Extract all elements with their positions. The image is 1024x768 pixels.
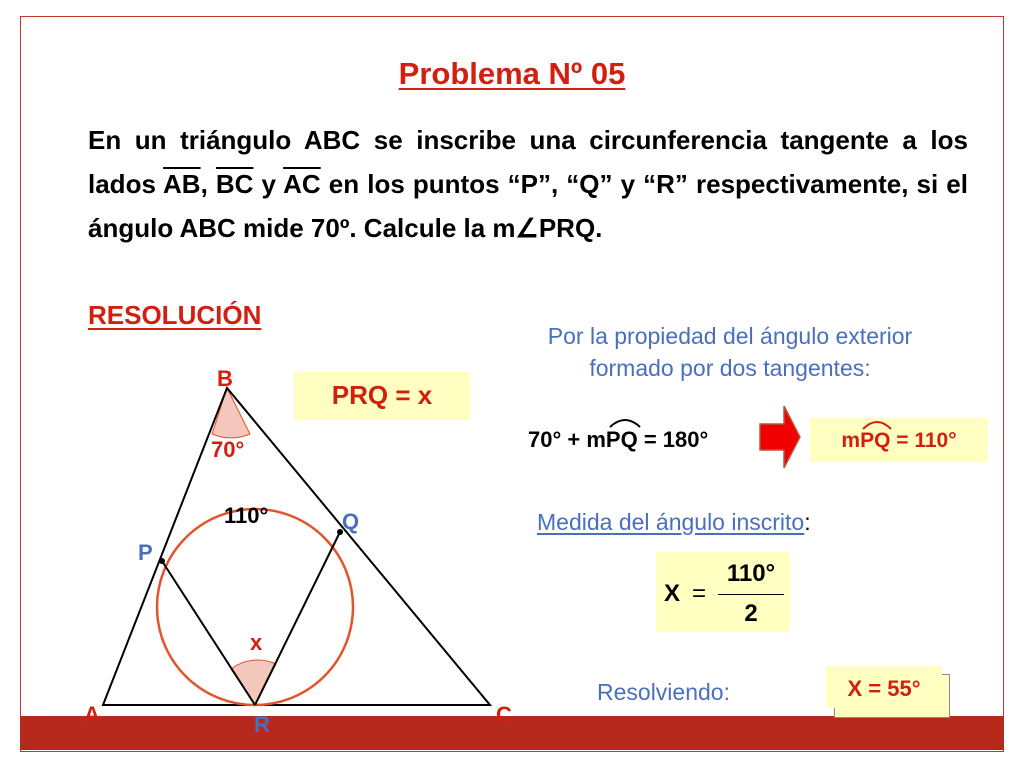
fraction-eq: = bbox=[692, 580, 707, 607]
fraction-box bbox=[656, 552, 790, 632]
prq-text: PRQ = x bbox=[331, 380, 433, 410]
result-box bbox=[810, 418, 988, 462]
fraction-line bbox=[718, 594, 784, 595]
label-a: A bbox=[84, 702, 100, 727]
slide-title: Problema Nº 05 bbox=[398, 56, 626, 91]
label-angle-b: 70° bbox=[211, 437, 245, 462]
chord-qr bbox=[255, 532, 340, 705]
segment-bc: $\overline{BC}$ bbox=[215, 169, 254, 199]
label-arc-110: 110° bbox=[224, 503, 269, 528]
chord-pr bbox=[162, 561, 255, 705]
label-r: R bbox=[254, 712, 270, 737]
arrow-right-icon bbox=[758, 404, 802, 470]
triangle-abc bbox=[103, 388, 490, 705]
arc-mark bbox=[608, 415, 642, 429]
property-note bbox=[490, 320, 970, 384]
fraction-var: X bbox=[664, 580, 681, 607]
resolution-heading: RESOLUCIÓN bbox=[88, 300, 262, 330]
segment-ac: $\overline{AC}$ bbox=[283, 169, 321, 199]
angle-symbol: ∠ bbox=[515, 213, 539, 243]
result-text: m PQ = 110° bbox=[810, 429, 988, 453]
label-p: P bbox=[138, 540, 153, 565]
solving-note: Resolviendo: bbox=[597, 679, 730, 705]
point-p-dot bbox=[159, 558, 165, 564]
label-x: x bbox=[250, 630, 263, 655]
property-line1: Por la propiedad del ángulo exterior bbox=[547, 323, 913, 349]
fraction-numerator: 110° bbox=[726, 560, 776, 587]
equation: 70° + m PQ = 180° bbox=[528, 427, 708, 453]
fraction-denominator: 2 bbox=[744, 600, 758, 627]
arc-pq: PQ bbox=[606, 427, 638, 453]
angle-r-marker bbox=[231, 660, 276, 705]
label-c: C bbox=[496, 702, 512, 727]
problem-statement: En un triángulo ABC se inscribe una circunferencia tangente a los lados $\overline{AB}$, $\overline{BC}$ y $\overline{AC}$ en los puntos “P”, “Q” y “R” respectivamente, si el ángulo ABC mide 70º. Calcule la m∠PRQ. bbox=[88, 125, 968, 243]
inscribed-note: Medida del ángulo inscrito: bbox=[537, 509, 811, 535]
property-line2: formado por dos tangentes: bbox=[589, 355, 871, 381]
final-answer: X = 55° bbox=[847, 676, 921, 701]
segment-ab: $\overline{AB}$ bbox=[163, 169, 201, 199]
label-b: B bbox=[217, 366, 233, 391]
result-arc-mark bbox=[861, 417, 893, 431]
final-box bbox=[826, 666, 942, 708]
prq-box bbox=[294, 372, 470, 420]
label-q: Q bbox=[342, 509, 360, 534]
